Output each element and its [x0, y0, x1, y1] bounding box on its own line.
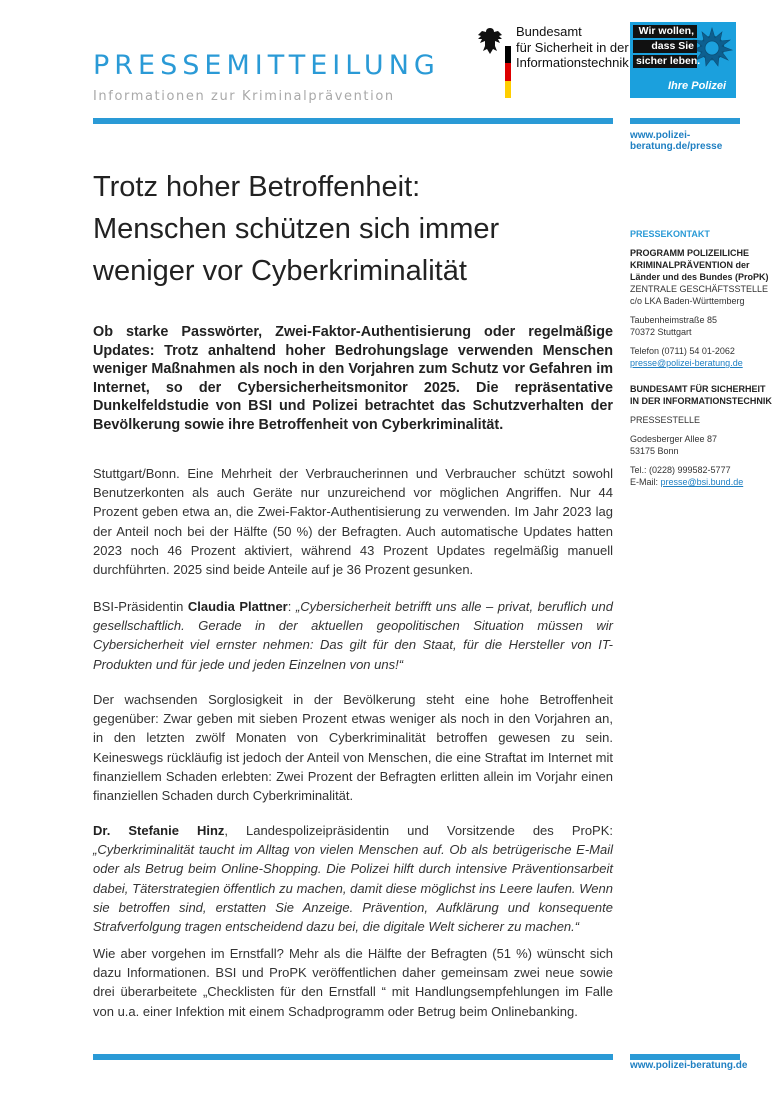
propk-email-link[interactable]: presse@polizei-beratung.de — [630, 358, 743, 368]
press-contact-heading: PRESSEKONTAKT — [630, 229, 710, 239]
federal-eagle-icon — [476, 26, 504, 56]
footer-url-link[interactable]: www.polizei-beratung.de — [630, 1060, 748, 1071]
body-paragraph-1: Stuttgart/Bonn. Eine Mehrheit der Verbraucherinnen und Verbraucher schützt sowohl Benutzerkonten als auch Geräte nur unzureichend vor möglichen Angriffen. Nur 44 Prozent geben etwa an, die Zwei-Faktor-Authentisierung zu verwenden. Im Jahr 2023 lag der Anteil noch bei der Hälfte (50 %) der Befragten. Auch automatische Updates hatten 2023 noch 46 Prozent aktiviert, während 43 Prozent Updates regelmäßig manuell durchführten. 2025 sind beide Anteile auf je 36 Prozent gesunken. — [93, 466, 613, 578]
polizei-tagline: Ihre Polizei — [668, 80, 727, 92]
header-divider — [93, 118, 613, 124]
bsi-logo-text: Bundesamt für Sicherheit in der Informationstechnik — [516, 24, 629, 70]
body-paragraph-3: Der wachsenden Sorglosigkeit in der Bevölkerung steht eine hohe Betroffenheit gegenüber: Zwar geben mit sieben Prozent etwas weniger als noch in den Vorjahren an, in den letzten zwölf Monaten von Cyberkriminalität betroffen gewesen zu sein. Keineswegs rückläufig ist jedoch der Anteil von Menschen, die eine Straftat im Internet mit finanziellem Schaden erlebten: Zwei Prozent der Befragten erlitten allein im Vorjahr einen finanziellen Schaden durch Cyberkriminalität. — [93, 692, 613, 804]
press-release-subtitle: Informationen zur Kriminalprävention — [93, 89, 395, 104]
bsi-phone: Tel.: (0228) 999582-5777 — [630, 465, 731, 475]
propk-address: c/o LKA Baden-Württemberg — [630, 296, 745, 306]
footer-divider — [93, 1054, 613, 1060]
polizei-slogan: Wir wollen, dass Sie sicher leben. — [633, 25, 697, 70]
body-paragraph-2: BSI-Präsidentin Claudia Plattner: „Cybersicherheit betrifft uns alle – privat, beruflich und gesellschaftlich. Gerade in der aktuellen geopolitischen Situation müssen wir Cybersicherheit viel ernster nehmen: Das gilt für den Staat, für die Hersteller von IT-Produkten und für jede und jeden Einzelnen von uns!“ — [93, 599, 613, 672]
bsi-unit: PRESSESTELLE — [630, 415, 701, 425]
press-release-title: PRESSEMITTEILUNG — [93, 50, 440, 81]
german-flag-icon — [505, 46, 511, 98]
press-url-link[interactable]: www.polizei-beratung.de/presse — [630, 130, 723, 152]
bsi-street: Godesberger Allee 87 — [630, 434, 718, 444]
body-paragraph-4: Dr. Stefanie Hinz, Landespolizeipräsidentin und Vorsitzende des ProPK: „Cyberkriminalität taucht im Alltag von vielen Menschen auf. Ob als betrügerische E-Mail oder als Betrug beim Online-Shopping. Die Polizei hilft durch intensive Präventionsarbeit dabei, Täterstrategien öffentlich zu machen, damit diese möglichst ins Leere laufen. Wenn sie betroffen sind, erstatten Sie Anzeige. Prävention, Aufklärung und konsequente Strafverfolgung tragen entscheidend dazu bei, die digitale Welt sicherer zu machen.“ — [93, 823, 613, 935]
propk-city: 70372 Stuttgart — [630, 327, 692, 337]
bsi-logo — [472, 22, 629, 98]
quote-hinz: „Cyberkriminalität taucht im Alltag von vielen Menschen auf. Ob als betrügerische E-Mail oder als Betrug beim Online-Shopping. Die Polizei hilft durch intensive Präventionsarbeit dabei, Täterstrategien öffentlich zu machen, damit diese möglichst ins Leere laufen. Wenn sie betroffen sind, erstatten Sie Anzeige. Prävention, Aufklärung und konsequente Strafverfolgung tragen entscheidend dazu bei, die digitale Welt sicherer zu machen.“ — [93, 842, 613, 935]
header-divider-right — [630, 118, 740, 124]
bsi-email-link[interactable]: presse@bsi.bund.de — [660, 477, 744, 487]
body-paragraph-5: Wie aber vorgehen im Ernstfall? Mehr als die Hälfte der Befragten (51 %) wünscht sich dazu Informationen. BSI und ProPK veröffentlichen daher gemeinsam zwei neue sowie drei überarbeitete „Checklisten für den Ernstfall “ mit Handlungsempfehlungen im Falle von u.a. einer Infektion mit einem Schadprogramm oder Betrug beim Onlinebanking. — [93, 946, 613, 1019]
propk-phone: Telefon (0711) 54 01-2062 — [630, 346, 735, 356]
quote-speaker-plattner: Claudia Plattner — [187, 599, 288, 614]
quote-speaker-hinz: Dr. Stefanie Hinz — [93, 823, 225, 838]
quote-plattner: „Cybersicherheit betrifft uns alle – privat, beruflich und gesellschaftlich. Gerade in der aktuellen geopolitischen Situation müssen wir Cybersicherheit viel ernster nehmen: Das gilt für den Staat, für die Hersteller von IT-Produkten und für jede und jeden Einzelnen von uns!“ — [93, 599, 613, 672]
bsi-email: E-Mail: presse@bsi.bund.de — [630, 477, 744, 487]
polizei-logo — [630, 22, 736, 98]
bsi-city: 53175 Bonn — [630, 446, 679, 456]
bsi-contact-name: BUNDESAMT FÜR SICHERHEIT IN DER INFORMATIONSTECHNIK — [630, 384, 772, 406]
propk-unit: ZENTRALE GESCHÄFTSSTELLE — [630, 284, 769, 294]
propk-street: Taubenheimstraße 85 — [630, 315, 718, 325]
press-contact-sidebar — [630, 228, 775, 488]
propk-name: PROGRAMM POLIZEILICHE KRIMINALPRÄVENTION der Länder und des Bundes (ProPK) — [630, 248, 769, 282]
headline: Trotz hoher Betroffenheit: Menschen schützen sich immer weniger vor Cyberkriminalität — [93, 171, 500, 287]
lead-paragraph: Ob starke Passwörter, Zwei-Faktor-Authentisierung oder regelmäßige Updates: Trotz anhaltend hoher Bedrohungslage verwenden Menschen weniger Maßnahmen als noch in den Vorjahren zum Schutz vor Gefahren im Internet, so der Cybersicherheitsmonitor 2025. Die repräsentative Dunkelfeldstudie von BSI und Polizei betrachtet das Schutzverhalten der Bevölkerung sowie ihre Betroffenheit von Cyberkriminalität. — [93, 324, 613, 433]
